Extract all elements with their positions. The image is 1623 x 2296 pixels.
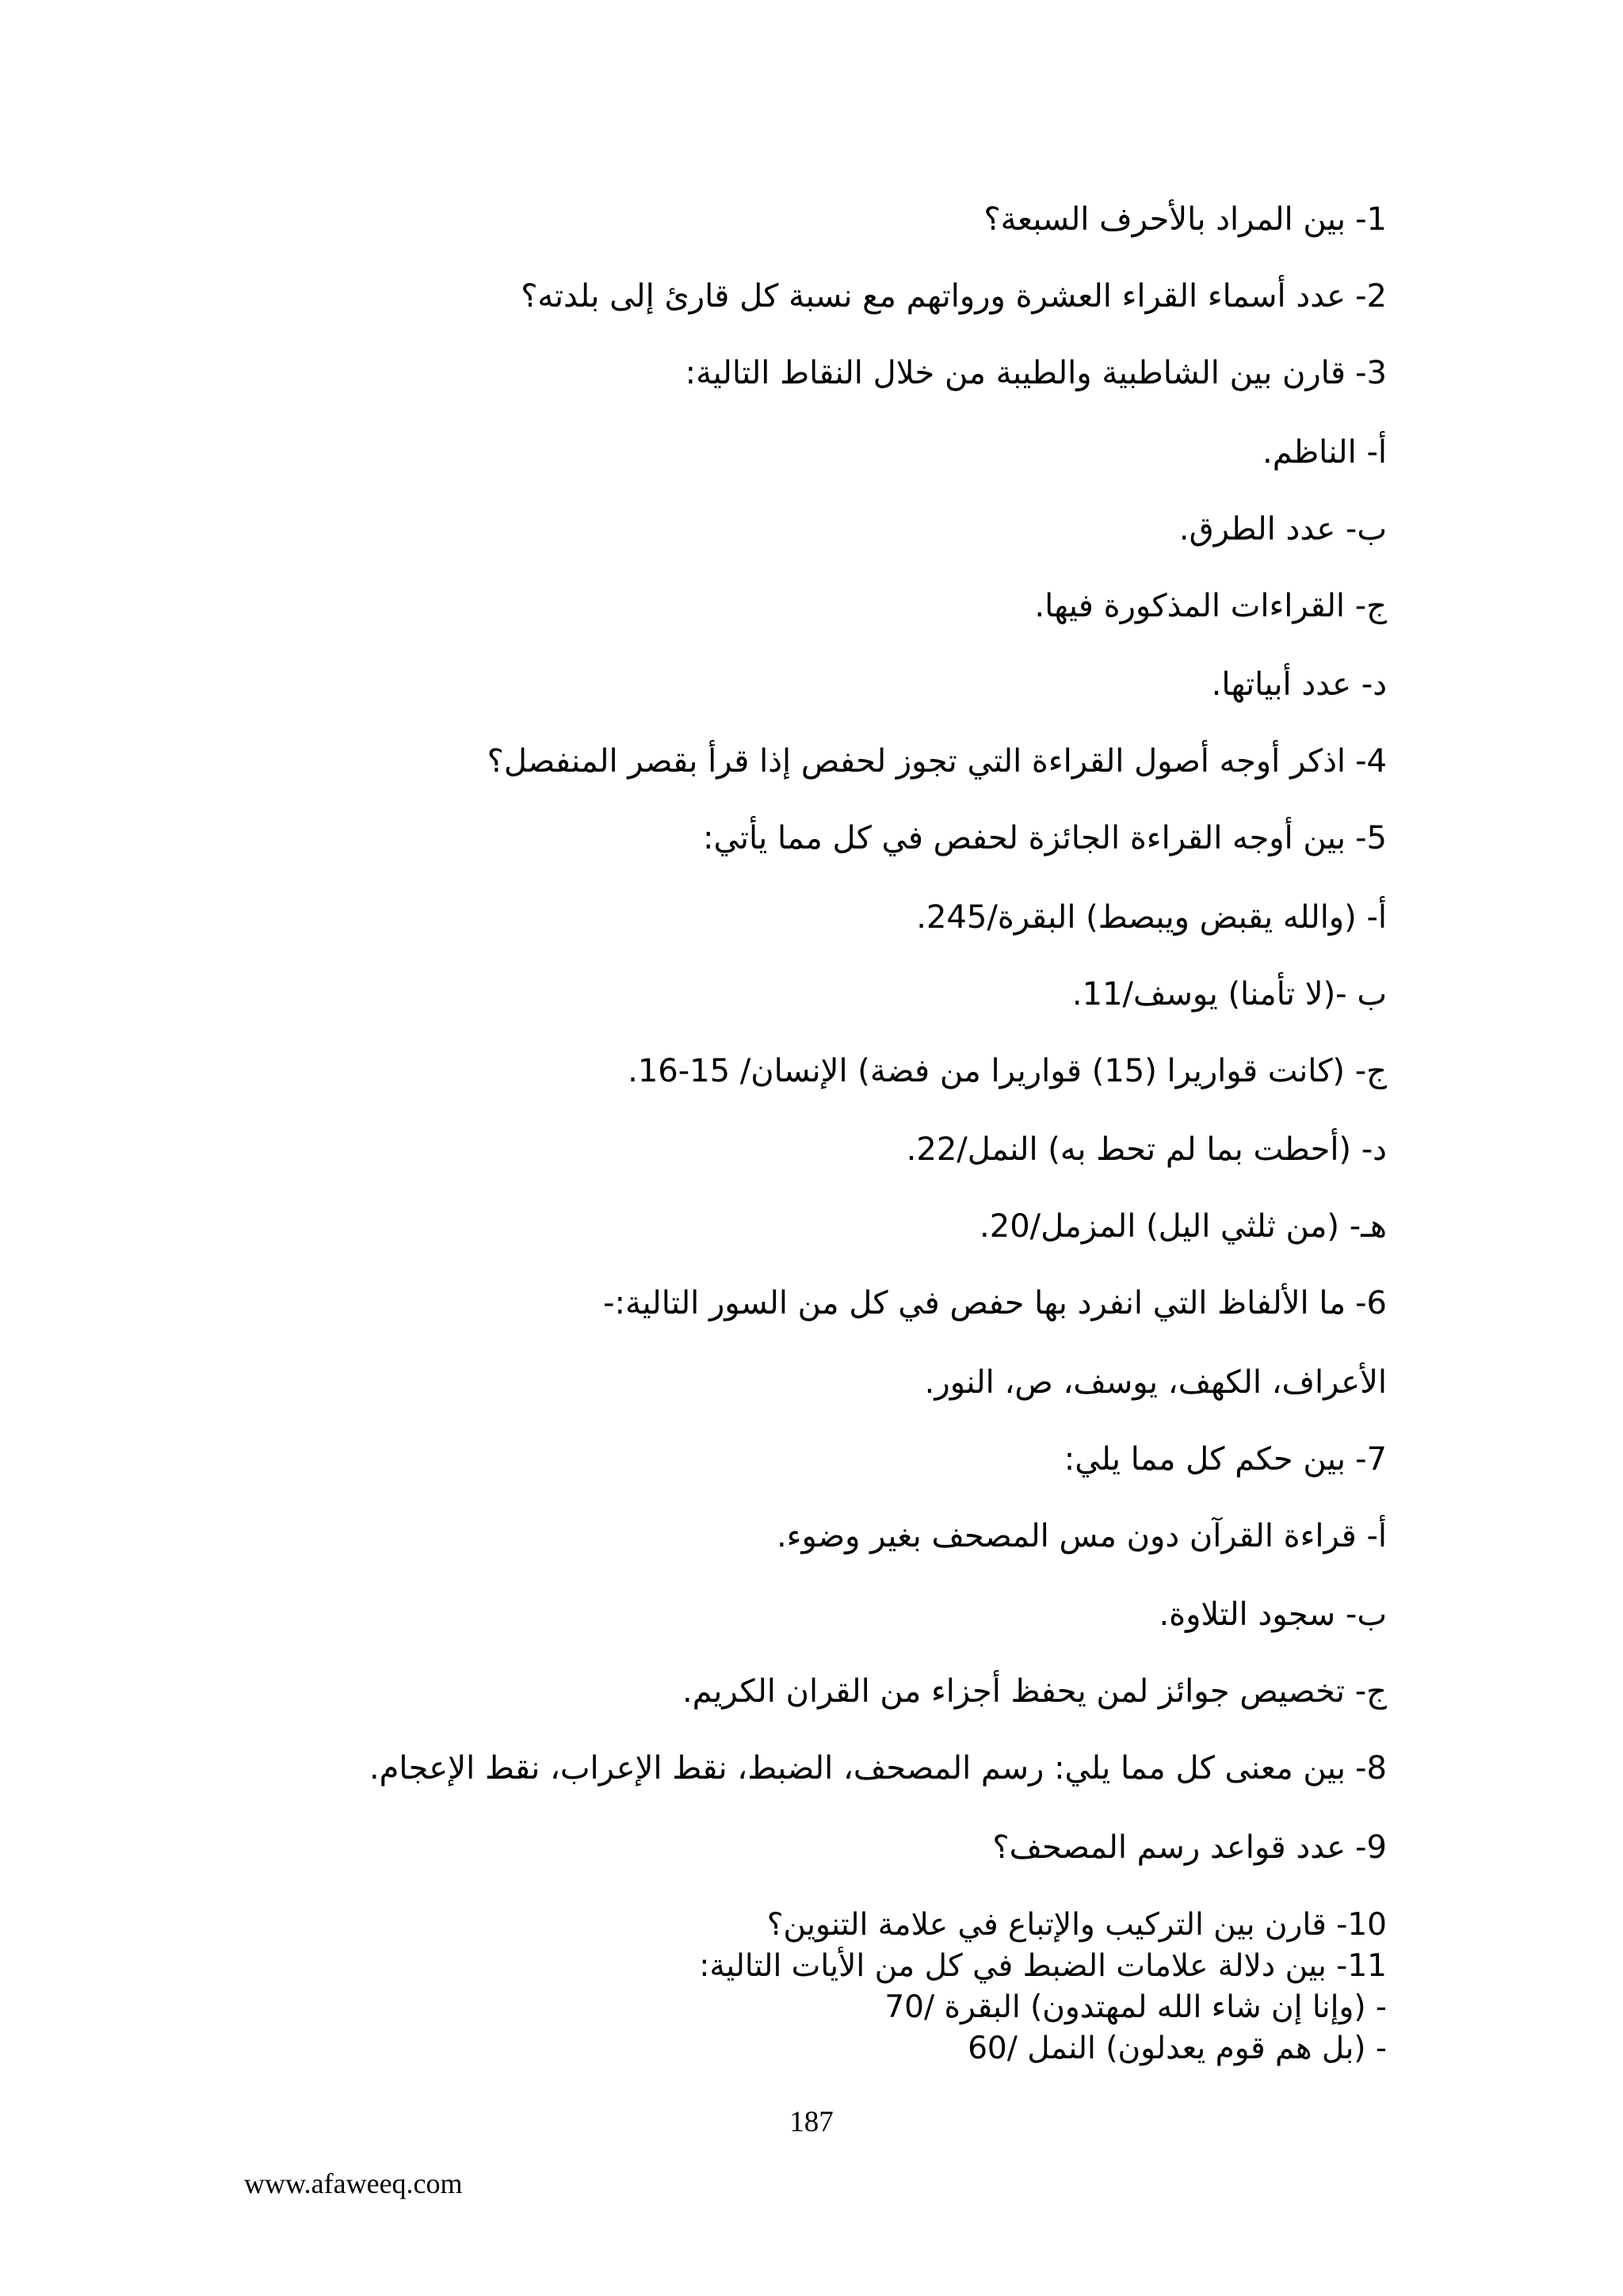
sub-item — [1262, 429, 1387, 476]
question-number: 1- — [1355, 201, 1387, 238]
sub-item-text: هـ- (من ثلثي اليل) المزمل/20. — [980, 1208, 1387, 1245]
question-number: 2- — [1355, 278, 1387, 315]
sub-item — [1179, 505, 1387, 553]
question-3 — [685, 349, 1387, 397]
sub-item-text: د- (أحطت بما لم تحط به) النمل/22. — [906, 1131, 1387, 1168]
question-number: 4- — [1355, 743, 1387, 780]
sub-item-text: د- عدد أبياتها. — [1211, 666, 1387, 703]
sub-item — [980, 1203, 1387, 1250]
sub-item-text: أ- (والله يقبض ويبصط) البقرة/245. — [916, 899, 1387, 936]
question-5 — [703, 814, 1387, 862]
question-text: 10- قارن بين التركيب والإتباع في علامة التنوين؟ — [766, 1907, 1387, 1943]
question-text: بين أوجه القراءة الجائزة لحفص في كل مما يأتي: — [703, 820, 1346, 856]
question-2 — [521, 273, 1387, 320]
question-7 — [1064, 1436, 1387, 1483]
sub-item-text: ج- (كانت قواريرا (15) قواريرا من فضة) الإنسان/ 15-16. — [628, 1053, 1387, 1089]
sub-item — [682, 1668, 1387, 1715]
sub-item — [1072, 971, 1387, 1018]
sub-item — [1212, 661, 1387, 708]
question-4 — [487, 738, 1387, 785]
sub-item-text: ب- عدد الطرق. — [1178, 511, 1387, 547]
sub-item-text: ب- سجود التلاوة. — [1159, 1596, 1387, 1633]
question-6 — [603, 1280, 1387, 1327]
sub-item — [907, 1126, 1387, 1173]
question-text: عدد أسماء القراء العشرة ورواتهم مع نسبة كل قارئ إلى بلدته؟ — [521, 278, 1346, 315]
question-text: بين المراد بالأحرف السبعة؟ — [983, 201, 1346, 238]
sub-item-text: الأعراف، الكهف، يوسف، ص، النور. — [924, 1364, 1387, 1401]
sub-item-text: ج- القراءات المذكورة فيها. — [1034, 588, 1387, 624]
sub-item — [916, 894, 1387, 941]
sub-item-text: ب -(لا تأمنا) يوسف/11. — [1071, 976, 1387, 1013]
sub-item — [628, 1047, 1387, 1095]
question-number: 6- — [1355, 1285, 1387, 1322]
website-url[interactable]: www.afaweeq.com — [244, 2168, 463, 2199]
sub-item — [1034, 582, 1387, 630]
verse-text: - (وإنا إن شاء الله لمهتدون) البقرة /70 — [884, 1989, 1387, 2025]
question-text: قارن بين الشاطبية والطيبة من خلال النقاط التالية: — [685, 355, 1346, 391]
page-number: 187 — [789, 2106, 834, 2138]
sub-item — [1159, 1591, 1387, 1638]
question-1 — [983, 196, 1387, 243]
question-text: عدد قواعد رسم المصحف؟ — [992, 1829, 1346, 1866]
question-text: ما الألفاظ التي انفرد بها حفص في كل من السور التالية:- — [603, 1285, 1346, 1322]
question-number: 5- — [1355, 820, 1387, 856]
question-number: 7- — [1355, 1441, 1387, 1478]
question-number: 8- — [1355, 1750, 1387, 1787]
question-text: اذكر أوجه أصول القراءة التي تجوز لحفص إذا قرأ بقصر المنفصل؟ — [487, 743, 1346, 780]
sub-item — [777, 1512, 1387, 1560]
sub-item-text: أ- الناظم. — [1262, 434, 1387, 471]
verse-item — [968, 2028, 1387, 2069]
sub-item-text: ج- تخصيص جوائز لمن يحفظ أجزاء من القران الكريم. — [682, 1673, 1387, 1710]
question-number: 9- — [1355, 1829, 1387, 1866]
question-text: بين معنى كل مما يلي: رسم المصحف، الضبط، نقط الإعراب، نقط الإعجام. — [369, 1750, 1346, 1787]
question-8 — [369, 1745, 1387, 1792]
sub-item-text: أ- قراءة القرآن دون مس المصحف بغير وضوء. — [776, 1518, 1387, 1554]
verse-text: - (بل هم قوم يعدلون) النمل /60 — [968, 2031, 1387, 2066]
question-text: 11- بين دلالة علامات الضبط في كل من الأيات التالية: — [699, 1948, 1387, 1984]
question-number: 3- — [1355, 355, 1387, 391]
sub-item — [925, 1359, 1387, 1406]
question-9 — [992, 1824, 1387, 1871]
question-10 — [767, 1905, 1387, 1946]
question-11 — [699, 1946, 1387, 1987]
verse-item — [884, 1987, 1387, 2028]
question-text: بين حكم كل مما يلي: — [1064, 1441, 1346, 1478]
